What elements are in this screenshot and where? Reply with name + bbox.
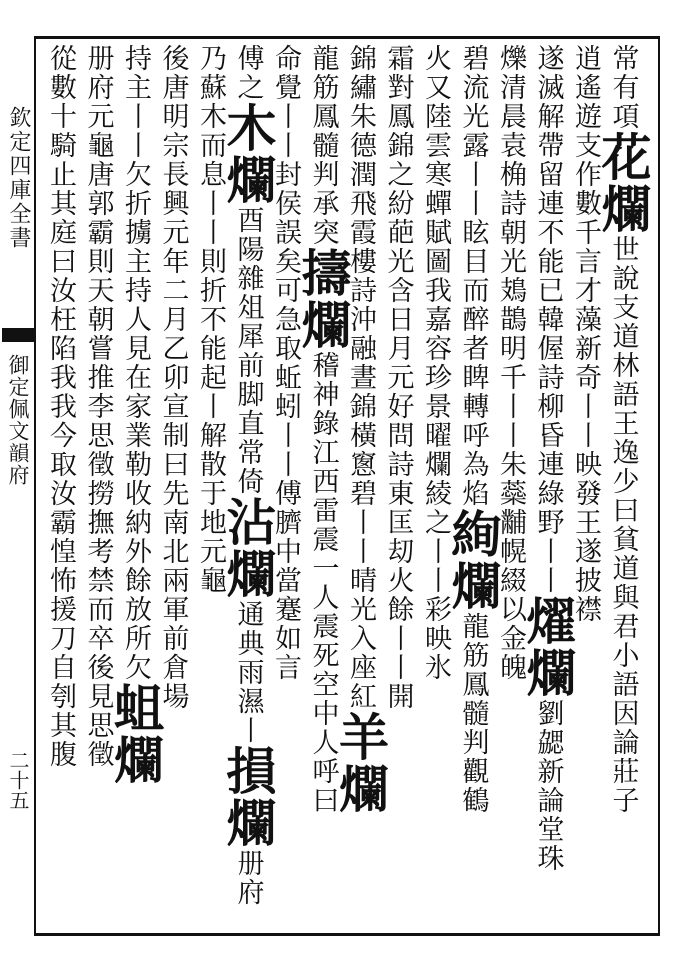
text-segment: 世說支道林語王逸少曰貧道與君小語因論莊子	[607, 235, 639, 815]
text-segment: 後唐明宗長興元年二月乙卯宣制曰先南北兩軍前倉場	[157, 44, 189, 711]
text-column	[78, 44, 118, 924]
text-column	[218, 44, 278, 924]
text-segment: 册府元龜唐郭霸則天朝嘗推李思徵撈撫考禁而卒後見思徵	[82, 44, 114, 769]
text-segment: 誤矣可急取蚯蚓丨丨傅臍中當蹇如言	[270, 218, 301, 682]
text-segment: 從數十騎止其庭曰汝枉陷我我今取汝霸惶怖援刀自刳其腹	[45, 44, 76, 769]
text-segment: 丨解散于地	[195, 392, 226, 537]
headword: 擣爛	[293, 247, 353, 351]
text-column	[593, 44, 653, 924]
headword: 木爛	[218, 102, 278, 206]
headword: 損爛	[218, 745, 278, 849]
text-segment: 木而息丨丨則折不能起	[195, 102, 226, 392]
text-segment: 黼幌綴以金魄	[495, 508, 526, 682]
text-segment: 火又陸雲寒蟬賦圖我嘉容珍景曜爛	[420, 44, 451, 479]
text-segment: 龍筋鳳髓判觀鶴	[457, 612, 489, 815]
text-segment: 霜對鳳錦之紛葩光含日月元好問詩東匡刧火餘丨丨開	[382, 44, 414, 711]
text-column	[518, 44, 578, 924]
text-segment: 劉勰新論堂珠	[532, 699, 564, 873]
headword: 羊爛	[331, 711, 390, 815]
text-segment: 酉陽雜俎犀前脚直常倚	[232, 206, 264, 496]
text-segment: 命覺丨丨封侯	[270, 44, 301, 218]
text-segment: 元龜	[195, 537, 226, 595]
text-column	[293, 44, 353, 924]
text-column	[415, 44, 455, 924]
text-segment: 乃蘇	[195, 44, 226, 102]
text-segment: 傅之	[232, 44, 264, 102]
text-segment: 持主丨丨欠折擄主持人見在家業勒收納外餘放所欠	[120, 44, 151, 682]
headword: 絢爛	[443, 508, 503, 612]
text-segment: 爍清晨袁桷詩朝光鳷鵲明千丨丨朱蘂	[495, 44, 526, 508]
text-column	[190, 44, 230, 924]
text-segment: 通典雨濕丨	[232, 600, 264, 745]
book-title: 欽定四庫全書	[6, 106, 31, 250]
text-segment: 錦繡朱德潤飛霞樓詩沖融晝錦橫窻碧丨丨晴光入座紅	[345, 44, 376, 711]
text-segment: 册府	[232, 849, 264, 907]
page-number: 二十五	[6, 750, 30, 810]
text-segment: 龍筋鳳髓判承突	[307, 44, 339, 247]
section-title: 御定佩文韻府	[6, 354, 30, 486]
text-segment: 遂滅	[532, 44, 564, 102]
text-column	[565, 44, 605, 924]
headword: 沾爛	[218, 496, 278, 600]
text-segment: 逍遙遊支作數千言才藻新奇丨丨映發王遂披襟	[570, 44, 601, 624]
text-segment: 稽神錄江西雷震一人震死空中人呼曰	[307, 351, 339, 815]
headword: 蛆爛	[106, 682, 165, 786]
text-segment: 碧流光露丨丨眩目而醉者睥轉呼為焰	[457, 44, 489, 508]
text-column	[40, 44, 80, 924]
page-margin	[0, 36, 36, 936]
headword: 花爛	[593, 131, 653, 235]
headword: 燿爛	[518, 595, 578, 699]
text-column	[331, 44, 390, 924]
text-segment: 常有項	[607, 44, 639, 131]
text-column	[153, 44, 193, 924]
text-column	[490, 44, 530, 924]
text-column	[106, 44, 165, 924]
text-segment: 綾之丨丨彩映氷	[420, 479, 451, 682]
text-column	[443, 44, 503, 924]
fish-tail-mark	[2, 328, 34, 342]
text-segment: 解帶留連不能已韓偓詩柳昏連綠野丨丨	[532, 102, 564, 595]
